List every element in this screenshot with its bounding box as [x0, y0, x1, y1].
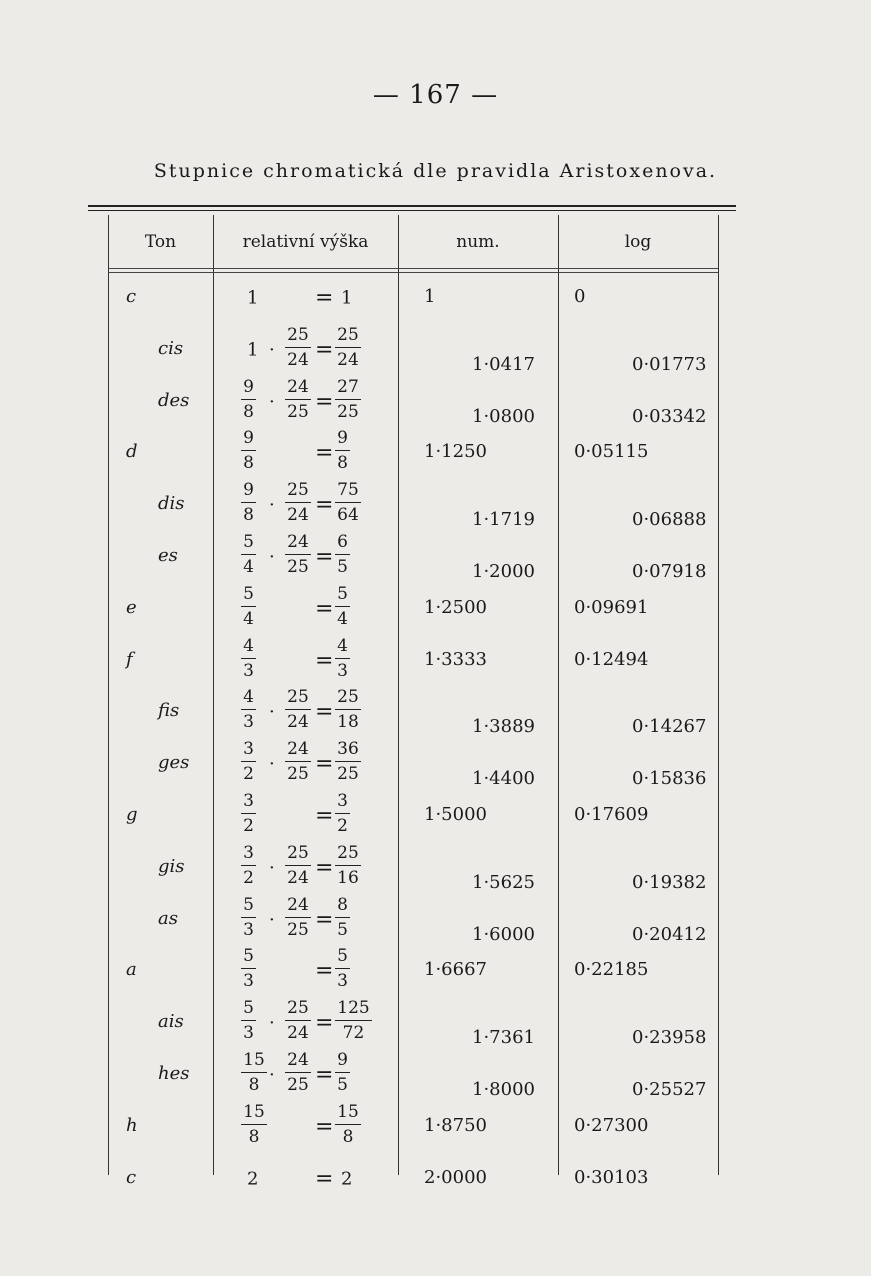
- table-row: [0, 738, 871, 790]
- relative-height: [225, 1101, 395, 1153]
- denominator: 25: [287, 401, 309, 422]
- denominator: 8: [243, 401, 254, 422]
- factor-a: [239, 790, 258, 837]
- numerator: 25: [287, 998, 309, 1019]
- numerator: 25: [337, 842, 359, 863]
- factor-a: [239, 738, 258, 785]
- log-value: 0: [574, 286, 586, 307]
- log-value: 0·05115: [574, 441, 649, 463]
- ton-name: c: [126, 1166, 137, 1188]
- denominator: 24: [287, 505, 309, 526]
- fraction-bar: [241, 554, 256, 555]
- numeric-value: 1·8750: [424, 1114, 487, 1136]
- table-row: [0, 842, 871, 894]
- denominator: 25: [287, 557, 309, 577]
- page-number: — 167 —: [372, 80, 499, 110]
- fraction-bar: [335, 658, 350, 659]
- fraction-bar: [335, 761, 361, 762]
- factor-b: [283, 531, 313, 578]
- result-ratio: [333, 1049, 352, 1096]
- denominator: 2: [243, 867, 254, 888]
- relative-height: [225, 272, 395, 324]
- ton-name: es: [158, 545, 178, 566]
- denominator: 2: [243, 764, 254, 785]
- ton-name: hes: [158, 1063, 190, 1084]
- log-value: 0·06888: [632, 509, 707, 531]
- fraction-bar: [241, 658, 256, 659]
- log-value: 0·14267: [632, 716, 707, 738]
- fraction-bar: [335, 1124, 361, 1125]
- numerator: 3: [243, 842, 254, 863]
- factor-a: [239, 686, 258, 733]
- fraction-bar: [285, 554, 311, 555]
- equals-sign: =: [315, 389, 334, 415]
- fraction-bar: [285, 761, 311, 762]
- log-value: 0·07918: [632, 561, 707, 582]
- numerator: 5: [337, 583, 348, 604]
- fraction-bar: [335, 709, 361, 710]
- fraction-bar: [335, 399, 361, 400]
- result-ratio: [333, 376, 363, 423]
- multiply-dot: ·: [269, 494, 275, 516]
- ton-name: g: [126, 804, 138, 825]
- table-row: [0, 272, 871, 324]
- equals-sign: =: [315, 648, 334, 674]
- numeric-value: 2·0000: [424, 1166, 487, 1188]
- table-row: [0, 997, 871, 1049]
- denominator: 2: [243, 816, 254, 836]
- denominator: 8: [337, 453, 348, 474]
- numerator: 4: [243, 635, 254, 656]
- fraction-bar: [335, 347, 361, 348]
- factor-a: [239, 427, 258, 474]
- denominator: 8: [243, 453, 254, 474]
- numerator: 5: [243, 583, 254, 604]
- numerator: 3: [243, 791, 254, 811]
- numeric-value: 1·5000: [424, 804, 487, 825]
- header-log: log: [624, 232, 652, 252]
- numeric-value: 1: [424, 286, 436, 307]
- log-value: 0·12494: [574, 648, 649, 670]
- denominator: 2: [337, 816, 348, 836]
- result-ratio: [333, 945, 352, 992]
- factor-a: 1: [247, 287, 259, 309]
- relative-height: [225, 479, 395, 531]
- numerator: 5: [337, 946, 348, 967]
- numerator: 75: [337, 480, 359, 501]
- factor-a: [239, 945, 258, 992]
- numerator: 25: [337, 687, 359, 708]
- factor-b: [283, 324, 313, 371]
- log-value: 0·15836: [632, 768, 707, 790]
- denominator: 24: [287, 867, 309, 888]
- fraction-bar: [241, 1020, 256, 1021]
- equals-sign: =: [315, 803, 334, 829]
- table-row: [0, 531, 871, 583]
- factor-a: 2: [247, 1168, 259, 1190]
- numeric-value: 1·4400: [472, 768, 535, 790]
- result-ratio: [333, 1101, 363, 1148]
- numerator: 3: [243, 739, 254, 760]
- fraction-bar: [241, 813, 256, 814]
- factor-b: [283, 1049, 313, 1096]
- fraction-bar: [335, 1020, 372, 1021]
- factor-b: [283, 686, 313, 733]
- fraction-bar: [241, 968, 256, 969]
- fraction-bar: [241, 1072, 267, 1073]
- numerator: 9: [243, 428, 254, 449]
- fraction-bar: [241, 917, 256, 918]
- multiply-dot: ·: [269, 391, 275, 413]
- multiply-dot: ·: [269, 753, 275, 775]
- table-row: [0, 427, 871, 479]
- log-value: 0·20412: [632, 923, 707, 945]
- equals-sign: =: [315, 907, 334, 933]
- relative-height: [225, 1049, 395, 1101]
- numerator: 9: [243, 480, 254, 501]
- equals-sign: =: [315, 1010, 334, 1036]
- fraction-bar: [335, 917, 350, 918]
- equals-sign: =: [315, 440, 334, 466]
- header-relative-height: relativní výška: [242, 232, 369, 252]
- relative-height: [225, 427, 395, 479]
- fraction-bar: [285, 865, 311, 866]
- factor-a: [239, 583, 258, 630]
- denominator: 3: [243, 660, 254, 681]
- result-ratio: [333, 790, 352, 837]
- numeric-value: 1·1250: [424, 441, 487, 463]
- factor-b: [283, 894, 313, 941]
- multiply-dot: ·: [269, 546, 275, 568]
- fraction-bar: [335, 450, 350, 451]
- log-value: 0·25527: [632, 1079, 707, 1100]
- numerator: 5: [243, 946, 254, 967]
- factor-a: [239, 894, 258, 941]
- table-row: [0, 1153, 871, 1205]
- denominator: 8: [342, 1126, 354, 1147]
- table-row: [0, 583, 871, 635]
- log-value: 0·03342: [632, 405, 707, 427]
- result-ratio: [333, 635, 352, 682]
- result-ratio: [333, 427, 352, 474]
- numerator: 4: [243, 687, 254, 708]
- result-ratio: [333, 842, 363, 889]
- header-ton: Ton: [144, 232, 177, 252]
- numerator: 15: [337, 1101, 359, 1122]
- factor-a: 1: [247, 339, 259, 361]
- fraction-bar: [241, 450, 256, 451]
- ton-name: d: [126, 441, 138, 463]
- relative-height: [225, 738, 395, 790]
- numeric-value: 1·0417: [472, 353, 535, 375]
- header-rule: [108, 268, 718, 269]
- result-ratio: [333, 894, 352, 941]
- denominator: 3: [243, 919, 254, 940]
- denominator: 18: [337, 712, 359, 733]
- equals-sign: =: [315, 544, 334, 570]
- equals-sign: =: [315, 855, 334, 881]
- table-top-rule-thin: [88, 210, 736, 211]
- equals-sign: =: [315, 596, 334, 622]
- numeric-value: 1·8000: [472, 1079, 535, 1100]
- table-row: [0, 376, 871, 428]
- log-value: 0·22185: [574, 959, 649, 981]
- numerator: 25: [287, 324, 309, 345]
- numerator: 6: [337, 532, 348, 552]
- denominator: 8: [248, 1075, 260, 1095]
- result-ratio: 2: [341, 1168, 353, 1190]
- fraction-bar: [285, 399, 311, 400]
- denominator: 3: [243, 712, 254, 733]
- result-ratio: [333, 997, 374, 1044]
- ton-name: as: [158, 907, 178, 929]
- numeric-value: 1·5625: [472, 871, 535, 893]
- table-row: [0, 1049, 871, 1101]
- result-ratio: [333, 738, 363, 785]
- numeric-value: 1·6667: [424, 959, 487, 981]
- denominator: 3: [337, 660, 348, 681]
- denominator: 16: [337, 867, 359, 888]
- fraction-bar: [241, 502, 256, 503]
- fraction-bar: [241, 761, 256, 762]
- table-row: [0, 894, 871, 946]
- denominator: 5: [337, 557, 348, 577]
- denominator: 3: [243, 1023, 254, 1044]
- relative-height: [225, 686, 395, 738]
- denominator: 24: [287, 712, 309, 733]
- table-row: [0, 945, 871, 997]
- ton-name: ais: [158, 1011, 184, 1033]
- equals-sign: =: [315, 492, 334, 518]
- numerator: 5: [243, 532, 254, 552]
- factor-b: [283, 376, 313, 423]
- equals-sign: =: [315, 285, 334, 311]
- denominator: 24: [287, 1023, 309, 1044]
- equals-sign: =: [315, 1062, 334, 1088]
- numerator: 27: [337, 376, 359, 397]
- ton-name: e: [126, 596, 137, 618]
- factor-a: [239, 1049, 269, 1096]
- log-value: 0·27300: [574, 1114, 649, 1136]
- fraction-bar: [335, 606, 350, 607]
- fraction-bar: [335, 502, 361, 503]
- numeric-value: 1·1719: [472, 509, 535, 531]
- numerator: 25: [337, 324, 359, 345]
- relative-height: [225, 324, 395, 376]
- factor-b: [283, 997, 313, 1044]
- numerator: 5: [243, 998, 254, 1019]
- numerator: 36: [337, 739, 359, 760]
- numerator: 24: [287, 894, 309, 915]
- result-ratio: [333, 686, 363, 733]
- table-row: [0, 479, 871, 531]
- fraction-bar: [285, 347, 311, 348]
- result-ratio: [333, 531, 352, 578]
- denominator: 25: [287, 919, 309, 940]
- fraction-bar: [285, 1020, 311, 1021]
- header-num: num.: [456, 232, 500, 252]
- log-value: 0·17609: [574, 804, 649, 825]
- numeric-value: 1·0800: [472, 405, 535, 427]
- numerator: 25: [287, 480, 309, 501]
- equals-sign: =: [315, 337, 334, 363]
- numeric-value: 1·3333: [424, 648, 487, 670]
- numerator: 8: [337, 894, 348, 915]
- numerator: 24: [287, 532, 309, 552]
- numeric-value: 1·3889: [472, 716, 535, 738]
- relative-height: [225, 997, 395, 1049]
- numerator: 9: [243, 376, 254, 397]
- ton-name: des: [158, 389, 190, 411]
- denominator: 4: [243, 608, 254, 629]
- multiply-dot: ·: [269, 339, 275, 361]
- numerator: 9: [337, 428, 348, 449]
- fraction-bar: [335, 813, 350, 814]
- log-value: 0·23958: [632, 1027, 707, 1049]
- numeric-value: 1·7361: [472, 1027, 535, 1049]
- denominator: 5: [337, 1075, 348, 1095]
- denominator: 8: [243, 505, 254, 526]
- equals-sign: =: [315, 1114, 334, 1140]
- numerator: 24: [287, 1050, 309, 1070]
- result-ratio: [333, 583, 352, 630]
- denominator: 3: [243, 971, 254, 992]
- numerator: 9: [337, 1050, 348, 1070]
- fraction-bar: [285, 709, 311, 710]
- denominator: 64: [337, 505, 359, 526]
- equals-sign: =: [315, 751, 334, 777]
- fraction-bar: [335, 1072, 350, 1073]
- multiply-dot: ·: [269, 1064, 275, 1086]
- denominator: 72: [342, 1023, 365, 1044]
- numerator: 24: [287, 376, 309, 397]
- fraction-bar: [285, 502, 311, 503]
- factor-a: [239, 531, 258, 578]
- numerator: 3: [337, 791, 348, 811]
- fraction-bar: [285, 917, 311, 918]
- numerator: 125: [337, 998, 370, 1019]
- fraction-bar: [335, 968, 350, 969]
- multiply-dot: ·: [269, 1012, 275, 1034]
- log-value: 0·01773: [632, 353, 707, 375]
- factor-a: [239, 1101, 269, 1148]
- factor-a: [239, 376, 258, 423]
- table-caption: Stupnice chromatická dle pravidla Aristoxenova.: [153, 160, 718, 182]
- table-row: [0, 1101, 871, 1153]
- denominator: 8: [248, 1126, 260, 1147]
- ton-name: cis: [158, 337, 184, 359]
- multiply-dot: ·: [269, 857, 275, 879]
- fraction-bar: [241, 606, 256, 607]
- equals-sign: =: [315, 699, 334, 725]
- table-top-rule: [88, 205, 736, 207]
- denominator: 25: [287, 1075, 309, 1095]
- ton-name: a: [126, 959, 137, 981]
- numerator: 4: [337, 635, 348, 656]
- ton-name: dis: [158, 493, 185, 515]
- denominator: 25: [337, 401, 359, 422]
- fraction-bar: [241, 709, 256, 710]
- relative-height: [225, 894, 395, 946]
- fraction-bar: [335, 865, 361, 866]
- ton-name: h: [126, 1114, 138, 1136]
- table-row: [0, 324, 871, 376]
- ton-name: fis: [158, 700, 180, 722]
- table-row: [0, 635, 871, 687]
- factor-b: [283, 842, 313, 889]
- log-value: 0·09691: [574, 596, 649, 618]
- numerator: 15: [243, 1101, 265, 1122]
- relative-height: [225, 790, 395, 842]
- denominator: 24: [337, 349, 359, 370]
- factor-a: [239, 479, 258, 526]
- factor-a: [239, 997, 258, 1044]
- relative-height: [225, 531, 395, 583]
- relative-height: [225, 842, 395, 894]
- numerator: 5: [243, 894, 254, 915]
- table-row: [0, 790, 871, 842]
- denominator: 25: [287, 764, 309, 785]
- fraction-bar: [241, 399, 256, 400]
- fraction-bar: [335, 554, 350, 555]
- fraction-bar: [241, 865, 256, 866]
- result-ratio: 1: [341, 287, 353, 309]
- numerator: 25: [287, 842, 309, 863]
- equals-sign: =: [315, 958, 334, 984]
- denominator: 24: [287, 349, 309, 370]
- relative-height: [225, 376, 395, 428]
- numerator: 15: [243, 1050, 265, 1070]
- ton-name: c: [126, 286, 137, 307]
- denominator: 4: [337, 608, 348, 629]
- denominator: 3: [337, 971, 348, 992]
- relative-height: [225, 1153, 395, 1205]
- relative-height: [225, 945, 395, 997]
- ton-name: ges: [158, 752, 190, 774]
- multiply-dot: ·: [269, 909, 275, 931]
- table-row: [0, 686, 871, 738]
- factor-b: [283, 738, 313, 785]
- ton-name: f: [126, 648, 133, 670]
- numeric-value: 1·2000: [472, 561, 535, 582]
- log-value: 0·19382: [632, 871, 707, 893]
- numerator: 25: [287, 687, 309, 708]
- relative-height: [225, 583, 395, 635]
- factor-a: [239, 635, 258, 682]
- denominator: 25: [337, 764, 359, 785]
- fraction-bar: [285, 1072, 311, 1073]
- result-ratio: [333, 479, 363, 526]
- multiply-dot: ·: [269, 701, 275, 723]
- result-ratio: [333, 324, 363, 371]
- relative-height: [225, 635, 395, 687]
- denominator: 5: [337, 919, 348, 940]
- numeric-value: 1·6000: [472, 923, 535, 945]
- factor-a: [239, 842, 258, 889]
- fraction-bar: [241, 1124, 267, 1125]
- log-value: 0·30103: [574, 1166, 649, 1188]
- numeric-value: 1·2500: [424, 596, 487, 618]
- numerator: 24: [287, 739, 309, 760]
- ton-name: gis: [158, 855, 185, 877]
- equals-sign: =: [315, 1166, 334, 1192]
- denominator: 4: [243, 557, 254, 577]
- factor-b: [283, 479, 313, 526]
